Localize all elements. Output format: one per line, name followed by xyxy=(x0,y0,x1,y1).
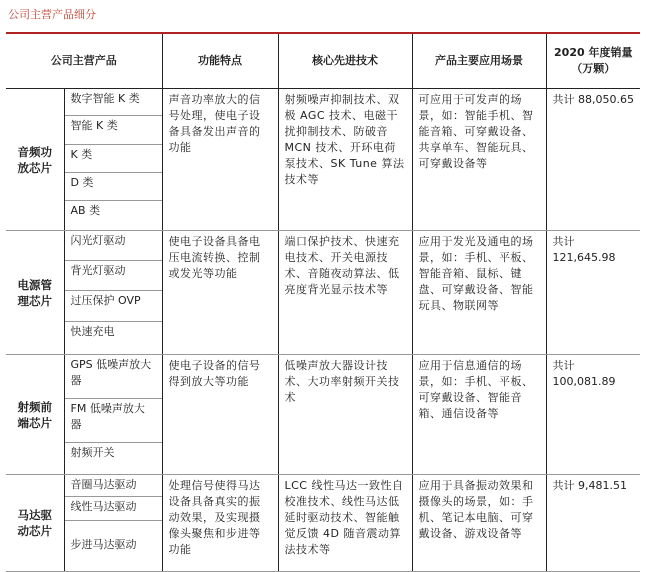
sales-cell: 共计 121,645.98 xyxy=(546,231,640,355)
tech-cell: LCC 线性马达一致性自校准技术、线性马达低延时驱动技术、智能触觉反馈 4D 随音震动算法技术等 xyxy=(278,475,412,572)
header-main-product: 公司主营产品 xyxy=(6,34,162,89)
category-name: 马达驱 动芯片 xyxy=(6,475,64,572)
category-name: 音频功 放芯片 xyxy=(6,89,64,231)
tech-cell: 低噪声放大器设计技术、大功率射频开关技术 xyxy=(278,355,412,475)
subcategory-item: 过压保护 OVP xyxy=(65,291,162,322)
subcategory-item: 音圈马达驱动 xyxy=(65,475,162,497)
header-sales: 2020 年度销量 （万颗） xyxy=(546,34,640,89)
sales-cell: 共计 88,050.65 xyxy=(546,89,640,231)
scenario-cell: 可应用于可发声的场景，如：智能手机、智能音箱、可穿戴设备、共享单车、智能玩具、可穿戴设备等 xyxy=(412,89,546,231)
subcategory-item: 快速充电 xyxy=(70,325,115,338)
header-function: 功能特点 xyxy=(162,34,278,89)
subcategory-item: 射频开关 xyxy=(70,446,115,459)
table-row-motor xyxy=(6,475,640,572)
header-core-tech: 核心先进技术 xyxy=(278,34,412,89)
table-header-row xyxy=(6,34,640,89)
scenario-cell: 应用于信息通信的场景，如：手机、平板、可穿戴设备、智能音箱、通信设备等 xyxy=(412,355,546,475)
table-row-rf xyxy=(6,355,640,475)
table-row-power xyxy=(6,231,640,355)
category-name: 射频前 端芯片 xyxy=(6,355,64,475)
subcategory-item: D 类 xyxy=(65,173,162,201)
subcategory-item: 线性马达驱动 xyxy=(65,497,162,521)
page-title: 公司主营产品细分 xyxy=(8,8,96,21)
category-name: 电源管 理芯片 xyxy=(6,231,64,355)
scenario-cell: 应用于具备振动效果和摄像头的场景，如：手机、笔记本电脑、可穿戴设备、游戏设备等 xyxy=(412,475,546,572)
tech-cell: 端口保护技术、快速充电技术、开关电源技术、音随夜动算法、低亮度背光显示技术等 xyxy=(278,231,412,355)
subcategory-item: 数字智能 K 类 xyxy=(65,89,162,116)
subcategory-item: 闪光灯驱动 xyxy=(65,231,162,261)
subcategory-item: K 类 xyxy=(65,145,162,173)
subcategory-item: GPS 低噪声放大器 xyxy=(65,355,162,399)
subcategory-item: 步进马达驱动 xyxy=(70,538,137,551)
tech-cell: 射频噪声抑制技术、双极 AGC 技术、电磁干扰抑制技术、防破音 MCN 技术、开环电荷泵技术、SK Tune 算法技术等 xyxy=(278,89,412,231)
function-cell: 处理信号使得马达设备具备真实的振动效果，及实现摄像头聚焦和步进等功能 xyxy=(162,475,278,572)
subcategory-item: AB 类 xyxy=(70,204,101,217)
subcategory-list xyxy=(65,89,162,230)
subcategory-item: 智能 K 类 xyxy=(65,116,162,145)
subcategory-list xyxy=(65,475,162,571)
subcategory-list xyxy=(65,231,162,354)
function-cell: 使电子设备具备电压电流转换、控制或发光等功能 xyxy=(162,231,278,355)
table-row-audio xyxy=(6,89,640,231)
subcategory-list xyxy=(65,355,162,474)
header-scenario: 产品主要应用场景 xyxy=(412,34,546,89)
subcategory-item: FM 低噪声放大器 xyxy=(65,399,162,443)
product-table xyxy=(6,34,640,572)
scenario-cell: 应用于发光及通电的场景，如：手机、平板、智能音箱、鼠标、键盘、可穿戴设备、智能玩具、物联网等 xyxy=(412,231,546,355)
function-cell: 使电子设备的信号得到放大等功能 xyxy=(162,355,278,475)
subcategory-item: 背光灯驱动 xyxy=(65,261,162,291)
sales-cell: 共计 9,481.51 xyxy=(546,475,640,572)
function-cell: 声音功率放大的信号处理，使电子设备具备发出声音的功能 xyxy=(162,89,278,231)
sales-cell: 共计 100,081.89 xyxy=(546,355,640,475)
